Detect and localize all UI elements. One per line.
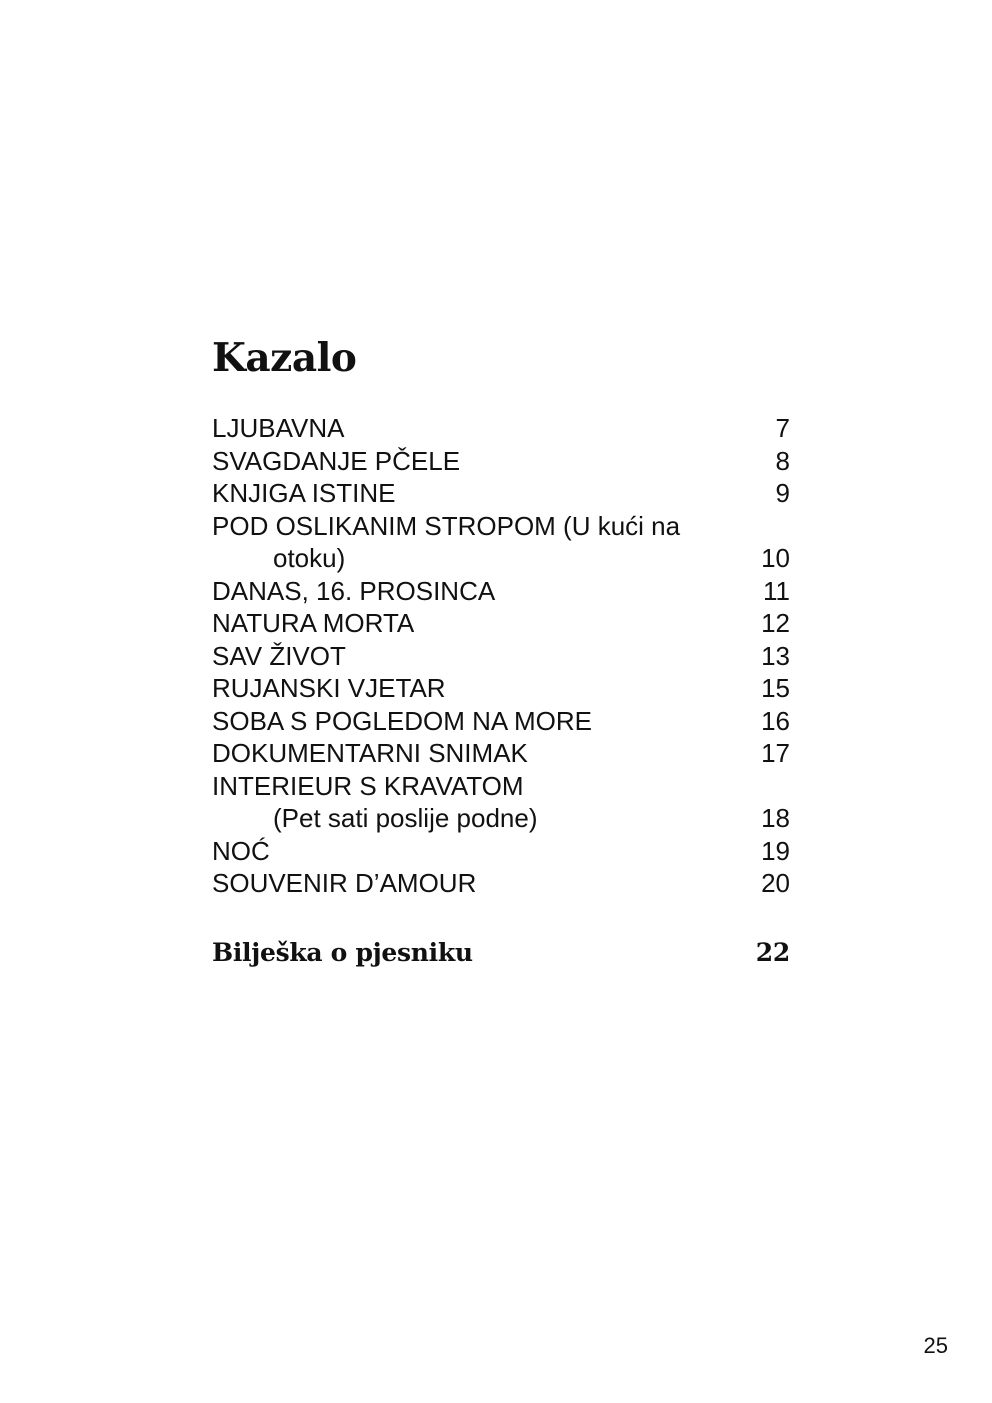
toc-entry-title-continuation: otoku)	[273, 543, 346, 573]
toc-entry-title: RUJANSKI VJETAR	[212, 673, 446, 703]
toc-entry[interactable]	[212, 770, 790, 835]
toc-entry-title: SOBA S POGLEDOM NA MORE	[212, 705, 592, 736]
toc-entry-title: DOKUMENTARNI SNIMAK	[212, 738, 528, 768]
toc-entry-page: 17	[761, 738, 790, 768]
toc-entry-title: NOĆ	[212, 835, 270, 866]
toc-entry[interactable]	[212, 640, 790, 673]
toc-entry[interactable]	[212, 835, 790, 868]
table-of-contents	[212, 412, 790, 969]
toc-entry-title: NATURA MORTA	[212, 608, 415, 638]
toc-entry[interactable]	[212, 445, 790, 478]
toc-entry-title: SOUVENIR D’AMOUR	[212, 868, 477, 898]
toc-entry[interactable]	[212, 575, 790, 608]
page-title: Kazalo	[212, 335, 357, 381]
toc-entry-page: 18	[761, 803, 790, 833]
toc-entry[interactable]	[212, 510, 790, 575]
toc-entry-title: LJUBAVNA	[212, 413, 345, 443]
toc-entry-page: 9	[775, 478, 790, 508]
toc-entry[interactable]	[212, 867, 790, 900]
toc-note-title: Bilješka o pjesniku	[212, 937, 473, 967]
page-number: 25	[923, 1333, 948, 1358]
toc-entry-title: DANAS, 16. PROSINCA	[212, 575, 496, 606]
toc-entry-page: 15	[761, 673, 790, 703]
toc-entry-page: 12	[761, 608, 790, 638]
toc-entry-page: 20	[761, 868, 790, 898]
toc-entry-title: KNJIGA ISTINE	[212, 478, 396, 508]
toc-entry-note[interactable]	[212, 937, 790, 970]
toc-spacer	[212, 900, 790, 937]
toc-entry[interactable]	[212, 737, 790, 770]
toc-entry-title: INTERIEUR S KRAVATOM	[212, 770, 524, 801]
toc-entry[interactable]	[212, 705, 790, 738]
toc-entry[interactable]	[212, 412, 790, 445]
toc-entry-page: 8	[775, 445, 790, 476]
toc-entry-page: 13	[761, 640, 790, 671]
toc-entry[interactable]	[212, 672, 790, 705]
toc-entry-page: 11	[763, 575, 790, 606]
toc-note-page: 22	[755, 937, 790, 967]
toc-entry-page: 7	[775, 413, 790, 443]
toc-entry[interactable]	[212, 607, 790, 640]
toc-entry-title: SVAGDANJE PČELE	[212, 445, 461, 476]
toc-entry-page: 16	[761, 705, 790, 736]
toc-entry-title-continuation: (Pet sati poslije podne)	[273, 803, 538, 833]
toc-entry-title: POD OSLIKANIM STROPOM (U kući na	[212, 510, 681, 541]
toc-entry-page: 10	[761, 543, 790, 573]
toc-entry[interactable]	[212, 477, 790, 510]
toc-entry-title: SAV ŽIVOT	[212, 640, 346, 671]
toc-entry-page: 19	[761, 835, 790, 866]
